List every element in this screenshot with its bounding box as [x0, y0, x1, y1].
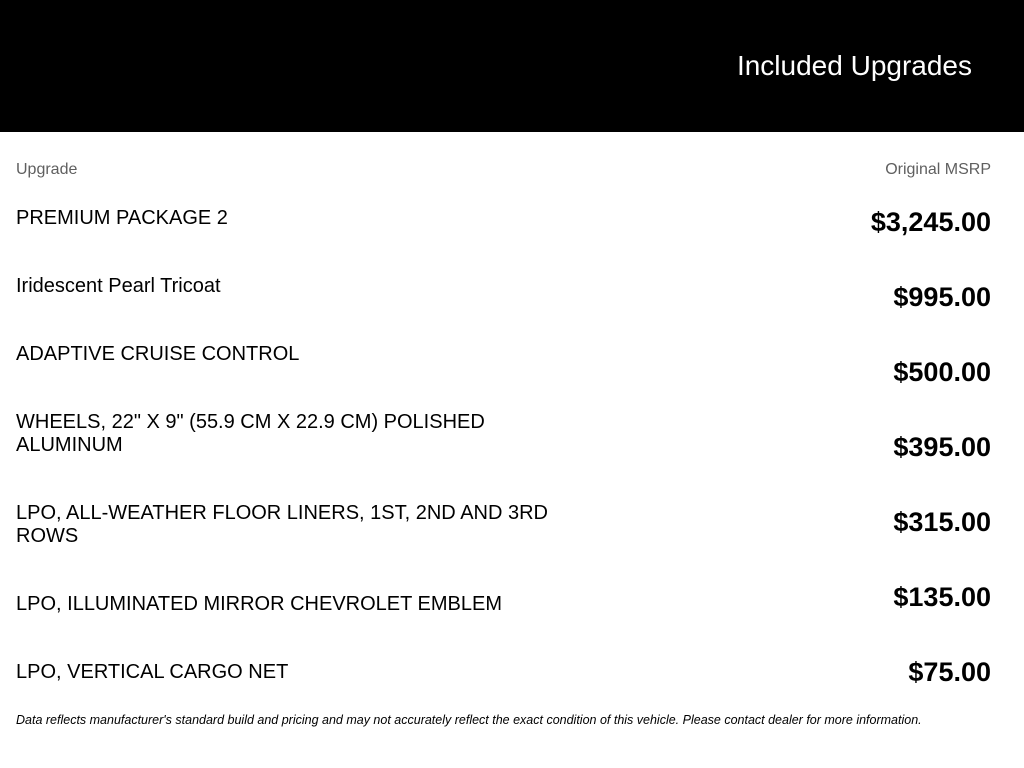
upgrade-name: LPO, ALL-WEATHER FLOOR LINERS, 1ST, 2ND AND 3RD ROWS	[16, 502, 548, 547]
upgrade-price: $3,245.00	[870, 207, 991, 237]
upgrade-name: PREMIUM PACKAGE 2	[16, 207, 228, 229]
column-header-msrp: Original MSRP	[885, 161, 991, 178]
upgrade-price: $395.00	[893, 432, 991, 462]
upgrade-name: LPO, ILLUMINATED MIRROR CHEVROLET EMBLEM	[16, 593, 503, 615]
upgrade-price: $135.00	[893, 582, 991, 612]
upgrade-price: $315.00	[893, 507, 991, 537]
header-banner	[0, 0, 1024, 132]
upgrade-price: $75.00	[908, 657, 991, 687]
upgrade-price: $500.00	[893, 357, 991, 387]
upgrade-price: $995.00	[893, 282, 991, 312]
upgrade-name: LPO, VERTICAL CARGO NET	[16, 661, 289, 683]
column-header-upgrade: Upgrade	[16, 161, 78, 178]
disclaimer-footnote: Data reflects manufacturer's standard build and pricing and may not accurately reflect the exact condition of this vehicle. Please contact dealer for more information.	[16, 713, 922, 727]
upgrade-name: WHEELS, 22" X 9" (55.9 CM X 22.9 CM) POLISHED ALUMINUM	[16, 411, 485, 456]
upgrade-name: Iridescent Pearl Tricoat	[16, 275, 221, 297]
page-title: Included Upgrades	[736, 50, 972, 81]
upgrade-name: ADAPTIVE CRUISE CONTROL	[16, 343, 300, 365]
